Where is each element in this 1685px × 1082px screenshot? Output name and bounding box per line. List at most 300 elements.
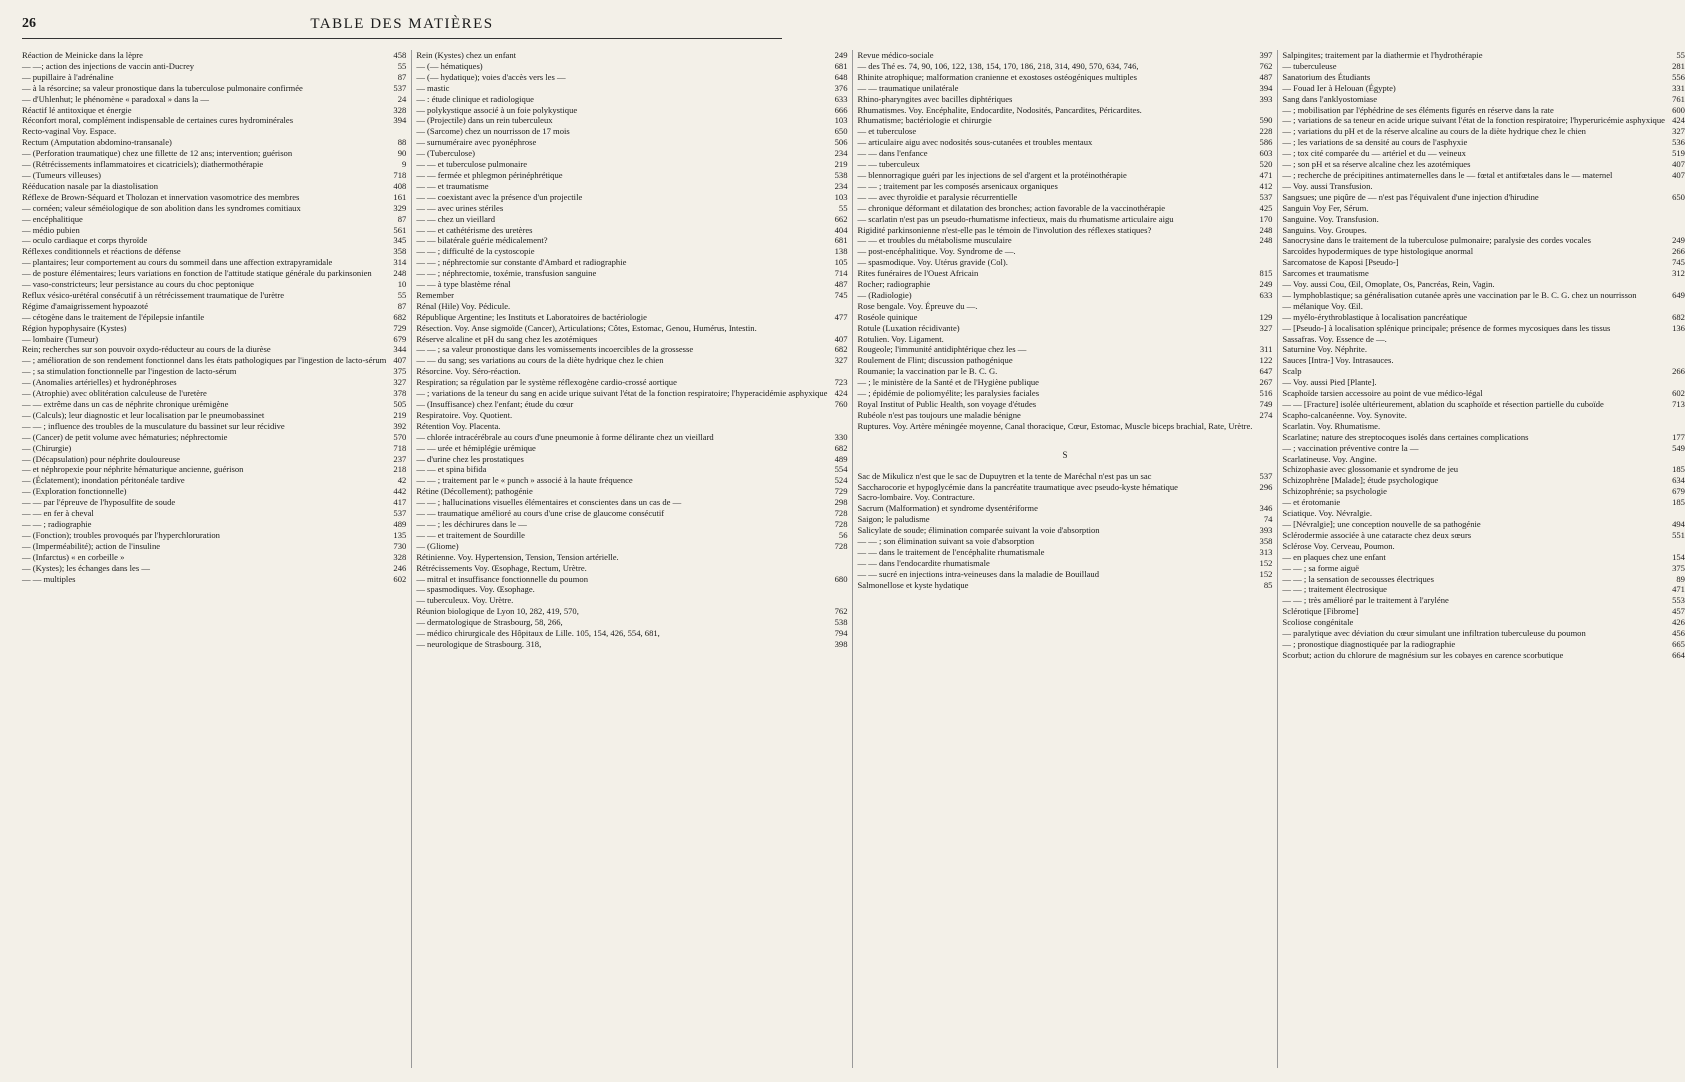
index-entry: [416, 246, 847, 257]
entry-text: Rhino-pharyngites avec bacilles diphtériques: [857, 93, 1013, 104]
entry-page-number: 553: [1672, 595, 1685, 606]
index-entry: [22, 246, 406, 257]
index-entry: [1282, 203, 1685, 214]
index-entry: [1282, 268, 1685, 279]
index-entry: [416, 617, 847, 628]
entry-page-number: 489: [834, 453, 848, 464]
entry-text: Royal Institut of Public Health, son voyage d'études: [857, 399, 1037, 409]
entry-text: — ; son pH et sa réserve alcaline chez les azotémiques: [1282, 159, 1471, 170]
entry-page-number: 728: [834, 518, 848, 529]
entry-page-number: 55: [397, 289, 407, 300]
entry-page-number: 519: [1672, 148, 1685, 159]
index-entry: [857, 246, 1272, 257]
entry-text: — — et tuberculose pulmonaire: [416, 159, 528, 170]
entry-page-number: 456: [1672, 628, 1685, 639]
index-entry: [857, 503, 1272, 514]
index-entry: [1282, 475, 1685, 486]
entry-text: Sassafras. Voy. Essence de —.: [1282, 333, 1387, 344]
entry-page-number: 248: [1259, 235, 1273, 246]
index-entry: [22, 563, 406, 574]
index-entry: [22, 290, 406, 301]
index-entry: [1282, 650, 1685, 661]
entry-text: Rubéole n'est pas toujours une maladie bénigne: [857, 409, 1021, 420]
entry-page-number: 714: [834, 268, 848, 279]
index-entry: [416, 203, 847, 214]
entry-page-number: 561: [393, 224, 407, 235]
index-entry: [1282, 454, 1685, 465]
index-entry: [22, 355, 406, 366]
index-entry: [22, 170, 406, 181]
entry-page-number: 761: [1672, 93, 1685, 104]
entry-text: — scarlatin n'est pas un pseudo-rhumatisme infectieux, mais du rhumatisme articulaire aigu: [857, 213, 1174, 224]
index-entry: [1282, 159, 1685, 170]
index-entry: [416, 628, 847, 639]
entry-text: — — ; traitement électrosique: [1282, 584, 1387, 595]
entry-page-number: 471: [1672, 584, 1685, 595]
entry-page-number: 298: [834, 497, 848, 508]
index-entry: [1282, 628, 1685, 639]
entry-page-number: 487: [1259, 71, 1273, 82]
entry-text: — mélanique Voy. Œil.: [1282, 300, 1363, 311]
entry-page-number: 718: [393, 442, 407, 453]
entry-text: République Argentine; les Instituts et Laboratoires de bactériologie: [416, 311, 647, 322]
index-entry: [1282, 279, 1685, 290]
entry-text: — médio pubien: [22, 224, 80, 235]
entry-text: Résorcine. Voy. Séro-réaction.: [416, 366, 521, 377]
index-entry: [857, 257, 1272, 268]
entry-page-number: 718: [393, 169, 407, 180]
entry-text: Salicylate de soude; élimination comparée suivant la voie d'absorption: [857, 525, 1100, 536]
index-entry: [857, 214, 1272, 225]
index-entry: [857, 290, 1272, 301]
entry-text: — de posture élémentaires; leurs variations en fonction de l'attitude statique générale du parkinsonien: [22, 268, 372, 279]
entry-page-number: 524: [834, 475, 848, 486]
entry-page-number: 161: [393, 191, 407, 202]
entry-text: — ; tox cité comparée du — artériel et du — veineux: [1282, 148, 1466, 159]
index-entry: [22, 94, 406, 105]
entry-text: — (Radiologie): [857, 289, 912, 300]
entry-text: — (Sarcome) chez un nourrisson de 17 mois: [416, 126, 570, 137]
index-entry: [22, 203, 406, 214]
entry-text: — (Projectile) dans un rein tuberculeux: [416, 115, 553, 126]
entry-text: — ; sa stimulation fonctionnelle par l'ingestion de lacto-sérum: [22, 366, 237, 377]
entry-text: — d'Uhlenhut; le phénomène « paradoxal » dans la —: [22, 93, 209, 104]
index-entry: [416, 323, 847, 334]
index-entry: [857, 525, 1272, 536]
index-entry: [416, 541, 847, 552]
index-entry: [1282, 530, 1685, 541]
entry-text: Respiration; sa régulation par le système réflexogène cardio-crossé aortique: [416, 377, 677, 388]
entry-text: Sarcoïdes hypodermiques de type histologique anormal: [1282, 246, 1474, 257]
index-entry: [416, 639, 847, 650]
entry-page-number: 487: [834, 279, 848, 290]
entry-text: — — ; traitement par le « punch » associé à la haute fréquence: [416, 475, 633, 486]
index-entry: [1282, 225, 1685, 236]
entry-page-number: 87: [397, 71, 407, 82]
index-entry: [857, 72, 1272, 83]
entry-text: Rectum (Amputation abdomino-transanale): [22, 137, 172, 148]
entry-page-number: 516: [1259, 388, 1273, 399]
index-entry: [416, 214, 847, 225]
entry-text: — — [Fracture] isolée ultérieurement, ablation du scaphoïde et résection partielle du cuboïde: [1282, 399, 1604, 409]
entry-text: Réaction de Meinicke dans la lèpre: [22, 50, 143, 60]
index-entry: [857, 471, 1272, 482]
index-column-2: [411, 50, 847, 1068]
entry-text: — ; le ministère de la Santé et de l'Hygiène publique: [857, 377, 1039, 388]
index-entry: [416, 584, 847, 595]
index-entry: [857, 377, 1272, 388]
entry-text: — — en fer à cheval: [22, 508, 94, 519]
entry-text: — mastic: [416, 82, 450, 93]
entry-text: Rotule (Luxation récidivante): [857, 322, 960, 333]
entry-text: — — et traitement de Sourdille: [416, 529, 525, 540]
entry-page-number: 520: [1259, 159, 1273, 170]
entry-text: — — ; néphrectomie sur constante d'Ambard et radiographie: [416, 257, 627, 268]
entry-page-number: 138: [834, 246, 848, 257]
index-column-1: [22, 50, 406, 1068]
entry-page-number: 794: [834, 628, 848, 639]
entry-text: — cétogène dans le traitement de l'épilepsie infantile: [22, 311, 205, 322]
index-entry: [857, 94, 1272, 105]
entry-text: — polykystique associé à un foie polykystique: [416, 104, 578, 115]
entry-page-number: 375: [393, 366, 407, 377]
entry-text: Respiratoire. Voy. Quotient.: [416, 409, 513, 420]
entry-page-number: 55: [397, 60, 407, 71]
index-entry: [1282, 464, 1685, 475]
index-entry: [1282, 552, 1685, 563]
entry-text: Scaphoïde tarsien accessoire au point de vue médico-légal: [1282, 388, 1483, 399]
entry-page-number: 505: [393, 399, 407, 409]
entry-text: Rétrécissements Voy. Œsophage, Rectum, Urètre.: [416, 562, 587, 573]
index-entry: [416, 497, 847, 508]
index-entry: [22, 148, 406, 159]
index-entry: [416, 595, 847, 606]
entry-text: — (— hématiques): [416, 60, 483, 71]
index-entry: [857, 558, 1272, 569]
entry-text: — à la résorcine; sa valeur pronostique dans la tuberculose pulmonaire confirmée: [22, 82, 303, 93]
index-entry: [1282, 410, 1685, 421]
entry-text: — — ; influence des troubles de la musculature du bassinet sur leur récidive: [22, 420, 285, 431]
entry-text: — (Gliome): [416, 540, 459, 551]
entry-text: Scarlatin. Voy. Rhumatisme.: [1282, 420, 1381, 431]
entry-text: — vaso-constricteurs; leur persistance au cours du choc peptonique: [22, 279, 254, 290]
entry-text: — tuberculeux. Voy. Urètre.: [416, 595, 514, 606]
index-entry: [22, 388, 406, 399]
entry-text: Sacro-lombaire. Voy. Contracture.: [857, 492, 975, 503]
entry-page-number: 662: [834, 213, 848, 224]
entry-page-number: 634: [1672, 475, 1685, 486]
entry-text: Sclérotique [Fibrome]: [1282, 606, 1359, 617]
entry-text: — post-encéphalitique. Voy. Syndrome de —.: [857, 246, 1016, 257]
index-entry: [1282, 72, 1685, 83]
index-entry: [1282, 148, 1685, 159]
entry-page-number: 249: [1259, 279, 1273, 290]
index-column-3: [852, 50, 1272, 1068]
index-entry: [857, 569, 1272, 580]
index-entry: [416, 181, 847, 192]
index-entry: [416, 50, 847, 61]
entry-text: — (Tumeurs villeuses): [22, 169, 101, 180]
index-entry: [857, 137, 1272, 148]
index-entry: [416, 257, 847, 268]
index-entry: [1282, 235, 1685, 246]
entry-page-number: 729: [393, 322, 407, 333]
entry-page-number: 311: [1259, 344, 1273, 355]
index-entry: [1282, 312, 1685, 323]
entry-page-number: 586: [1259, 137, 1273, 148]
entry-text: — — ; hallucinations visuelles élémentaires et conscientes dans un cas de —: [416, 497, 682, 508]
entry-page-number: 681: [834, 235, 848, 246]
index-entry: [857, 105, 1272, 116]
index-entry: [1282, 214, 1685, 225]
entry-page-number: 650: [834, 126, 848, 137]
entry-text: — et tuberculose: [857, 126, 917, 137]
entry-page-number: 537: [1259, 470, 1273, 481]
index-entry: [857, 323, 1272, 334]
entry-text: — surnuméraire avec pyonéphrose: [416, 137, 537, 148]
entry-page-number: 664: [1672, 649, 1685, 660]
entry-page-number: 713: [1672, 399, 1685, 409]
index-entry: [1282, 388, 1685, 399]
entry-text: Schizophasie avec glossomanie et syndrome de jeu: [1282, 464, 1459, 475]
index-entry: [416, 519, 847, 530]
index-entry: [416, 464, 847, 475]
entry-page-number: 633: [1259, 289, 1273, 300]
index-entry: [857, 170, 1272, 181]
index-entry: [22, 399, 406, 410]
entry-text: — — extrême dans un cas de néphrite chronique urémigène: [22, 399, 229, 409]
entry-page-number: 74: [1263, 514, 1273, 525]
entry-page-number: 398: [834, 638, 848, 649]
entry-page-number: 55: [1676, 50, 1685, 60]
entry-page-number: 219: [834, 159, 848, 170]
entry-text: — spasmodique. Voy. Utérus gravide (Col).: [857, 257, 1008, 268]
index-entry: [1282, 377, 1685, 388]
entry-page-number: 603: [1259, 148, 1273, 159]
index-entry: [22, 475, 406, 486]
entry-page-number: 681: [834, 60, 848, 71]
entry-page-number: 648: [834, 71, 848, 82]
index-entry: [416, 454, 847, 465]
entry-page-number: 85: [1263, 579, 1273, 590]
index-entry: [857, 181, 1272, 192]
index-entry: [22, 83, 406, 94]
entry-page-number: 327: [393, 377, 407, 388]
entry-text: Sauces [Intra-] Voy. Intrasauces.: [1282, 355, 1394, 366]
entry-text: — ; variations de la teneur du sang en acide urique suivant l'état de la fonction respiratoire; l'hyperacidémie asphyxique: [416, 388, 828, 399]
entry-page-number: 375: [1672, 562, 1685, 573]
index-entry: [1282, 617, 1685, 628]
index-entry: [22, 574, 406, 585]
index-entry: [857, 482, 1272, 493]
entry-text: Rhumatisme; bactériologie et chirurgie: [857, 115, 992, 126]
index-entry: [416, 105, 847, 116]
index-entry: [1282, 508, 1685, 519]
entry-text: — (Exploration fonctionnelle): [22, 486, 127, 497]
entry-text: — (Tuberculose): [416, 148, 475, 159]
entry-page-number: 266: [1672, 246, 1685, 257]
entry-page-number: 376: [834, 82, 848, 93]
entry-text: Scoliose congénitale: [1282, 617, 1354, 628]
index-entry: [416, 301, 847, 312]
entry-text: — — fermée et phlegmon périnéphrétique: [416, 169, 563, 180]
index-entry: [857, 514, 1272, 525]
index-entry: [22, 235, 406, 246]
index-entry: [1282, 137, 1685, 148]
entry-page-number: 9: [402, 159, 407, 170]
entry-page-number: 296: [1259, 481, 1273, 492]
entry-text: — — ; très amélioré par le traitement à l'aryléne: [1282, 595, 1449, 606]
entry-page-number: 185: [1672, 497, 1685, 508]
entry-page-number: 10: [397, 279, 407, 290]
entry-text: — — chez un vieillard: [416, 213, 496, 224]
entry-text: Sac de Mikulicz n'est que le sac de Dupuytren et la tente de Maréchal n'est pas un sac: [857, 470, 1152, 481]
index-entry: [857, 547, 1272, 558]
index-entry: [857, 301, 1272, 312]
entry-text: Rougeole; l'immunité antidiphtérique chez les —: [857, 344, 1027, 355]
entry-text: Rénal (Hile) Voy. Pédicule.: [416, 300, 511, 311]
entry-text: — ; mobilisation par l'éphédrine de ses éléments figurés en réserve dans la rate: [1282, 104, 1554, 115]
entry-page-number: 281: [1672, 60, 1685, 71]
entry-page-number: 600: [1672, 104, 1685, 115]
entry-text: — — ; la sensation de secousses électriques: [1282, 573, 1434, 584]
entry-page-number: 477: [834, 311, 848, 322]
entry-page-number: 177: [1672, 431, 1685, 442]
entry-text: Sanatorium des Étudiants: [1282, 71, 1371, 82]
entry-page-number: 815: [1259, 268, 1273, 279]
entry-text: — (— hydatique); voies d'accès vers les —: [416, 71, 566, 82]
index-entry: [416, 508, 847, 519]
index-entry: [22, 159, 406, 170]
index-entry: [416, 312, 847, 323]
index-entry: [22, 519, 406, 530]
index-entry: [857, 355, 1272, 366]
index-entry: [416, 225, 847, 236]
entry-page-number: 723: [834, 377, 848, 388]
index-entry: [22, 366, 406, 377]
entry-page-number: 358: [393, 246, 407, 257]
entry-page-number: 313: [1259, 546, 1273, 557]
entry-text: — Voy. aussi Pied [Plante].: [1282, 377, 1377, 388]
entry-page-number: 442: [393, 486, 407, 497]
index-entry: [22, 192, 406, 203]
entry-text: — (Décapsulation) pour néphrite douloureuse: [22, 453, 180, 464]
index-entry: [22, 552, 406, 563]
entry-text: Sanguin Voy Fer, Sérum.: [1282, 202, 1369, 213]
index-entry: [416, 279, 847, 290]
entry-text: Rocher; radiographie: [857, 279, 931, 290]
entry-text: — (Anomalies artérielles) et hydronéphroses: [22, 377, 177, 388]
entry-page-number: 103: [834, 191, 848, 202]
entry-text: Saturnine Voy. Néphrite.: [1282, 344, 1367, 355]
entry-page-number: 679: [1672, 486, 1685, 497]
entry-page-number: 602: [393, 573, 407, 584]
index-entry: [857, 279, 1272, 290]
entry-text: — (Insuffisance) chez l'enfant; étude du cœur: [416, 399, 574, 409]
entry-page-number: 246: [393, 562, 407, 573]
index-entry: [857, 344, 1272, 355]
entry-page-number: 570: [393, 431, 407, 442]
index-entry: [22, 312, 406, 323]
index-entry: [1282, 399, 1685, 410]
entry-text: — — ; son élimination suivant sa voie d'absorption: [857, 536, 1035, 547]
entry-text: — — traumatique amélioré au cours d'une crise de glaucome consécutif: [416, 508, 665, 519]
entry-text: — Voy. aussi Transfusion.: [1282, 180, 1373, 191]
entry-page-number: 397: [1259, 50, 1273, 60]
entry-text: — encéphalitique: [22, 213, 83, 224]
page-title: TABLE DES MATIÈRES: [310, 16, 494, 32]
entry-text: — ; recherche de précipitines antimaternelles dans le — fœtal et antifœtales dans le — maternel: [1282, 169, 1613, 180]
index-entry: [1282, 181, 1685, 192]
index-entry: [857, 399, 1272, 410]
entry-text: Rétention Voy. Placenta.: [416, 420, 501, 431]
entry-page-number: 549: [1672, 442, 1685, 453]
index-entry: [857, 580, 1272, 591]
index-entry: [1282, 639, 1685, 650]
index-entry: [857, 192, 1272, 203]
entry-text: — tuberculeuse: [1282, 60, 1337, 71]
index-entry: [857, 50, 1272, 61]
entry-page-number: 407: [393, 355, 407, 366]
entry-text: Résection. Voy. Anse sigmoïde (Cancer), Articulations; Côtes, Estomac, Genou, Humérus, Intestin.: [416, 322, 757, 333]
entry-page-number: 87: [397, 213, 407, 224]
entry-text: — Fouad Ier à Helouan (Égypte): [1282, 82, 1396, 93]
entry-text: — — dans l'endocardite rhumatismale: [857, 557, 990, 568]
entry-page-number: 393: [1259, 525, 1273, 536]
entry-page-number: 346: [1259, 503, 1273, 514]
entry-text: — — ; sa forme aiguë: [1282, 562, 1360, 573]
index-entry: [1282, 366, 1685, 377]
entry-text: Recto-vaginal Voy. Espace.: [22, 126, 117, 137]
entry-page-number: 330: [834, 431, 848, 442]
entry-page-number: 666: [834, 104, 848, 115]
entry-text: Sang dans l'anklyostomiase: [1282, 93, 1378, 104]
index-entry: [22, 214, 406, 225]
index-entry: [857, 159, 1272, 170]
entry-text: — ; amélioration de son rendement fonctionnel dans les états pathologiques par l'ingestion de lacto-sérum: [22, 355, 387, 366]
index-entry: [22, 115, 406, 126]
entry-text: — — bilatérale guérie médicalement?: [416, 235, 548, 246]
entry-page-number: 249: [1672, 235, 1685, 246]
entry-text: — (Calculs); leur diagnostic et leur localisation par le pneumobassinet: [22, 409, 265, 420]
entry-text: Schizophrène [Malade]; étude psychologique: [1282, 475, 1439, 486]
entry-text: Réactif lé antitoxique et énergie: [22, 104, 132, 115]
entry-text: — — tuberculeux: [857, 159, 920, 170]
index-entry: [1282, 563, 1685, 574]
entry-page-number: 358: [1259, 536, 1273, 547]
index-entry: [416, 72, 847, 83]
index-entry: [857, 83, 1272, 94]
index-entry: [22, 126, 406, 137]
entry-text: — ; variations du pH et de la réserve alcaline au cours de la diète hydrique chez le chien: [1282, 126, 1586, 137]
entry-page-number: 129: [1259, 311, 1273, 322]
entry-page-number: 728: [834, 540, 848, 551]
entry-text: — — ; sa valeur pronostique dans les vomissements incoercibles de la grossesse: [416, 344, 694, 355]
entry-page-number: 537: [1259, 191, 1273, 202]
entry-page-number: 327: [1672, 126, 1685, 137]
entry-page-number: 650: [1672, 191, 1685, 202]
entry-page-number: 458: [393, 50, 407, 60]
entry-text: Sanguins. Voy. Groupes.: [1282, 224, 1367, 235]
entry-text: Salpingites; traitement par la diathermie et l'hydrothérapie: [1282, 50, 1483, 60]
entry-text: — lombaire (Tumeur): [22, 333, 99, 344]
entry-text: — — dans le traitement de l'encéphalite rhumatismale: [857, 546, 1045, 557]
index-entry: [22, 497, 406, 508]
entry-text: Scarlatineuse. Voy. Angine.: [1282, 453, 1377, 464]
entry-text: — (Kystes); les échanges dans les —: [22, 562, 150, 573]
entry-text: — — coexistant avec la présence d'un projectile: [416, 191, 583, 202]
entry-page-number: 665: [1672, 638, 1685, 649]
